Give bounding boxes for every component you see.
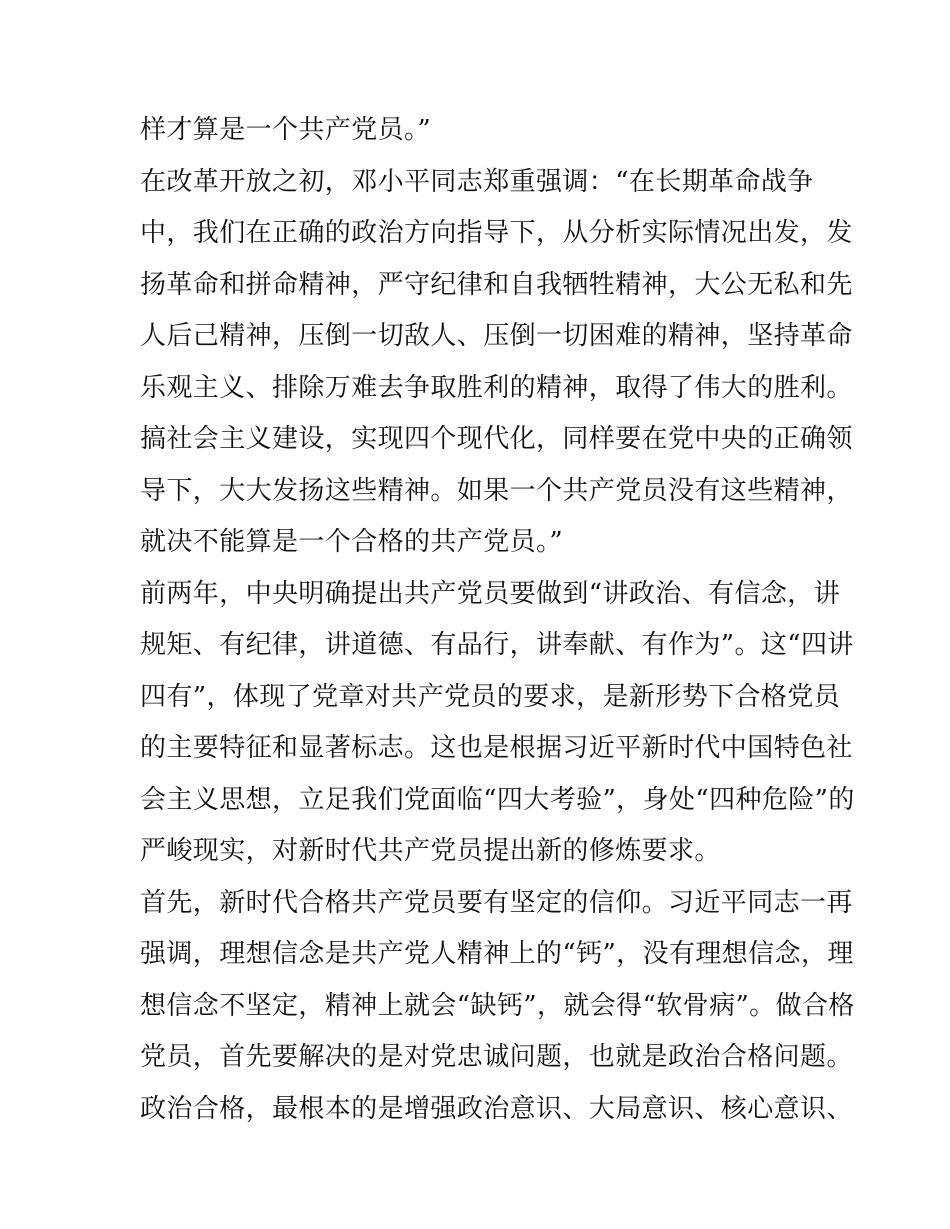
text-line-9: 就决不能算是一个合格的共产党员。” [140, 527, 564, 557]
text-line-10: 前两年，中央明确提出共产党员要做到“讲政治、有信念，讲 [140, 578, 841, 609]
text-line-8: 导下，大大发扬这些精神。如果一个共产党员没有这些精神， [140, 475, 853, 506]
text-line-2: 在改革开放之初，邓小平同志郑重强调：“在长期革命战争 [140, 166, 814, 197]
text-line-6: 乐观主义、排除万难去争取胜利的精神，取得了伟大的胜利。 [140, 372, 853, 403]
text-line-3: 中，我们在正确的政治方向指导下，从分析实际情况出发，发 [140, 218, 853, 248]
text-line-16: 首先，新时代合格共产党员要有坚定的信仰。习近平同志一再 [140, 887, 853, 918]
text-line-7: 搞社会主义建设，实现四个现代化，同样要在党中央的正确领 [140, 424, 853, 454]
text-line-20: 政治合格，最根本的是增强政治意识、大局意识、核心意识、 [140, 1093, 853, 1124]
text-line-13: 的主要特征和显著标志。这也是根据习近平新时代中国特色社 [140, 733, 853, 763]
text-line-11: 规矩、有纪律，讲道德、有品行，讲奉献、有作为”。这“四讲 [140, 630, 854, 660]
text-line-18: 想信念不坚定，精神上就会“缺钙”，就会得“软骨病”。做合格 [140, 990, 855, 1021]
text-line-1: 样才算是一个共产党员。” [140, 115, 432, 145]
text-line-12: 四有”，体现了党章对共产党员的要求，是新形势下合格党员 [140, 681, 841, 712]
text-line-15: 严峻现实，对新时代共产党员提出新的修炼要求。 [140, 836, 721, 866]
document-body [140, 105, 855, 1135]
text-line-17: 强调，理想信念是共产党人精神上的“钙”，没有理想信念，理 [140, 939, 854, 969]
text-line-14: 会主义思想，立足我们党面临“四大考验”，身处“四种危险”的 [140, 784, 855, 815]
text-line-5: 人后己精神，压倒一切敌人、压倒一切困难的精神，坚持革命 [140, 321, 853, 351]
text-line-19: 党员，首先要解决的是对党忠诚问题，也就是政治合格问题。 [140, 1042, 853, 1072]
text-line-4: 扬革命和拼命精神，严守纪律和自我牺牲精神，大公无私和先 [140, 269, 853, 300]
